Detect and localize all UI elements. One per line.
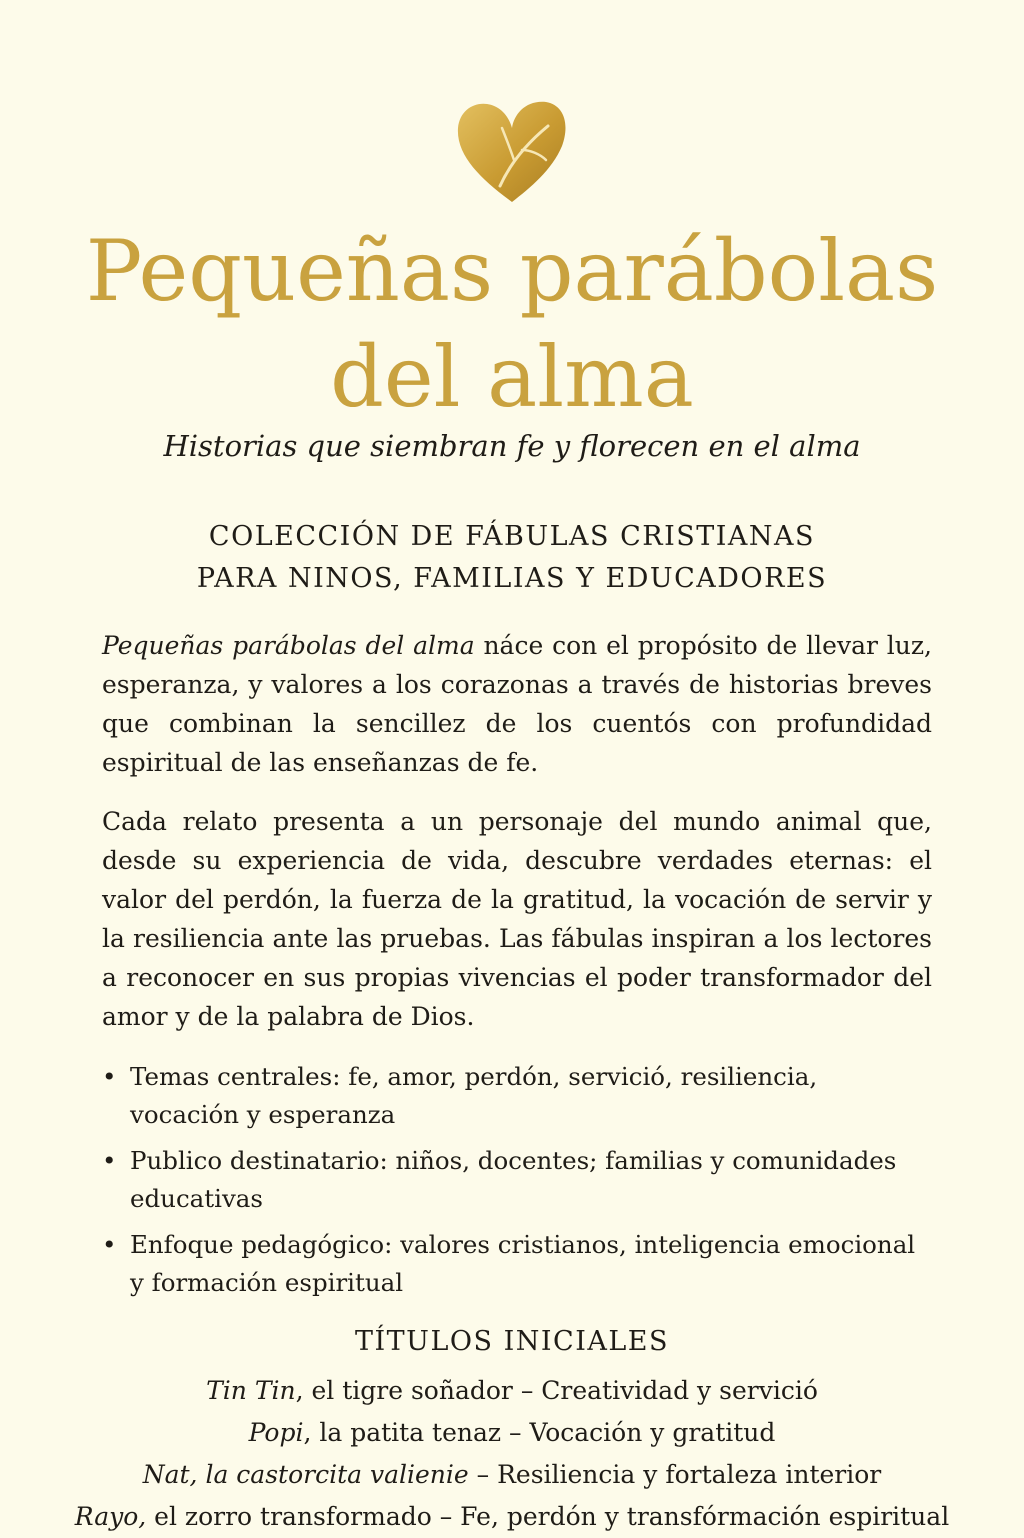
title-desc: – Resiliencia y fortaleza interior [468, 1460, 882, 1489]
title-name: Tin Tin [206, 1376, 296, 1405]
title-row [0, 1412, 1024, 1454]
book-title [0, 218, 1024, 430]
title-desc: , el tigre soñador – Creatividad y servició [295, 1376, 818, 1405]
bullet-marker: • [102, 1062, 117, 1091]
collection-heading-line2: PARA NINOS, FAMILIAS Y EDUCADORES [196, 563, 828, 594]
list-item [100, 1226, 930, 1302]
list-item [100, 1058, 930, 1134]
title-desc: , la patita tenaz – Vocación y gratitud [303, 1418, 776, 1447]
initial-titles-heading: TÍTULOS INICIALES [355, 1326, 669, 1357]
title-desc: el zorro transformado – Fe, perdón y transfórmación espiritual [146, 1502, 950, 1531]
title-row [0, 1454, 1024, 1496]
title-row [0, 1496, 1024, 1538]
intro-book-title: Pequeñas parábolas del alma [102, 631, 475, 660]
features-list [100, 1058, 930, 1310]
collection-heading-line1: COLECCIÓN DE FÁBULAS CRISTIANAS [208, 521, 816, 552]
book-subtitle: Historias que siembran fe y florecen en el alma [163, 429, 861, 463]
intro-text: náce con el propósito de llevar luz, esperanza, y valores a los corazonas a través de historias breves que combinan la sencillez de los cuentós con profundidad espiritual de las enseñanzas de fe. [102, 631, 933, 777]
list-item-text: Temas centrales: fe, amor, perdón, servició, resiliencia, vocación y esperanza [130, 1062, 818, 1129]
title-name: Rayo, [74, 1502, 147, 1531]
list-item-text: Publico destinatario: niños, docentes; familias y comunidades educativas [130, 1146, 897, 1213]
title-name: Nat, la castorcita valienie [142, 1460, 469, 1489]
book-title-line1: Pequeñas parábolas [85, 222, 939, 320]
title-row [0, 1370, 1024, 1412]
bullet-marker: • [102, 1230, 117, 1259]
list-item-text: Enfoque pedagógico: valores cristianos, inteligencia emocional y formación espiritual [130, 1230, 916, 1297]
collection-heading [0, 516, 1024, 600]
intro-paragraph [102, 626, 932, 782]
initial-titles-list [0, 1370, 1024, 1538]
bullet-marker: • [102, 1146, 117, 1175]
description-paragraph: Cada relato presenta a un personaje del mundo animal que, desde su experiencia de vida, descubre verdades eternas: el valor del perdón, la fuerza de la gratitud, la vocación de servir y la resiliencia ante las pruebas. Las fábulas inspiran a los lectores a reconocer en sus propias vivencias el poder transformador del amor y de la palabra de Dios. [102, 807, 932, 1031]
list-item [100, 1142, 930, 1218]
title-name: Popi [248, 1418, 304, 1447]
book-title-line2: del alma [330, 328, 694, 426]
golden-heart-leaf-icon [452, 94, 572, 206]
